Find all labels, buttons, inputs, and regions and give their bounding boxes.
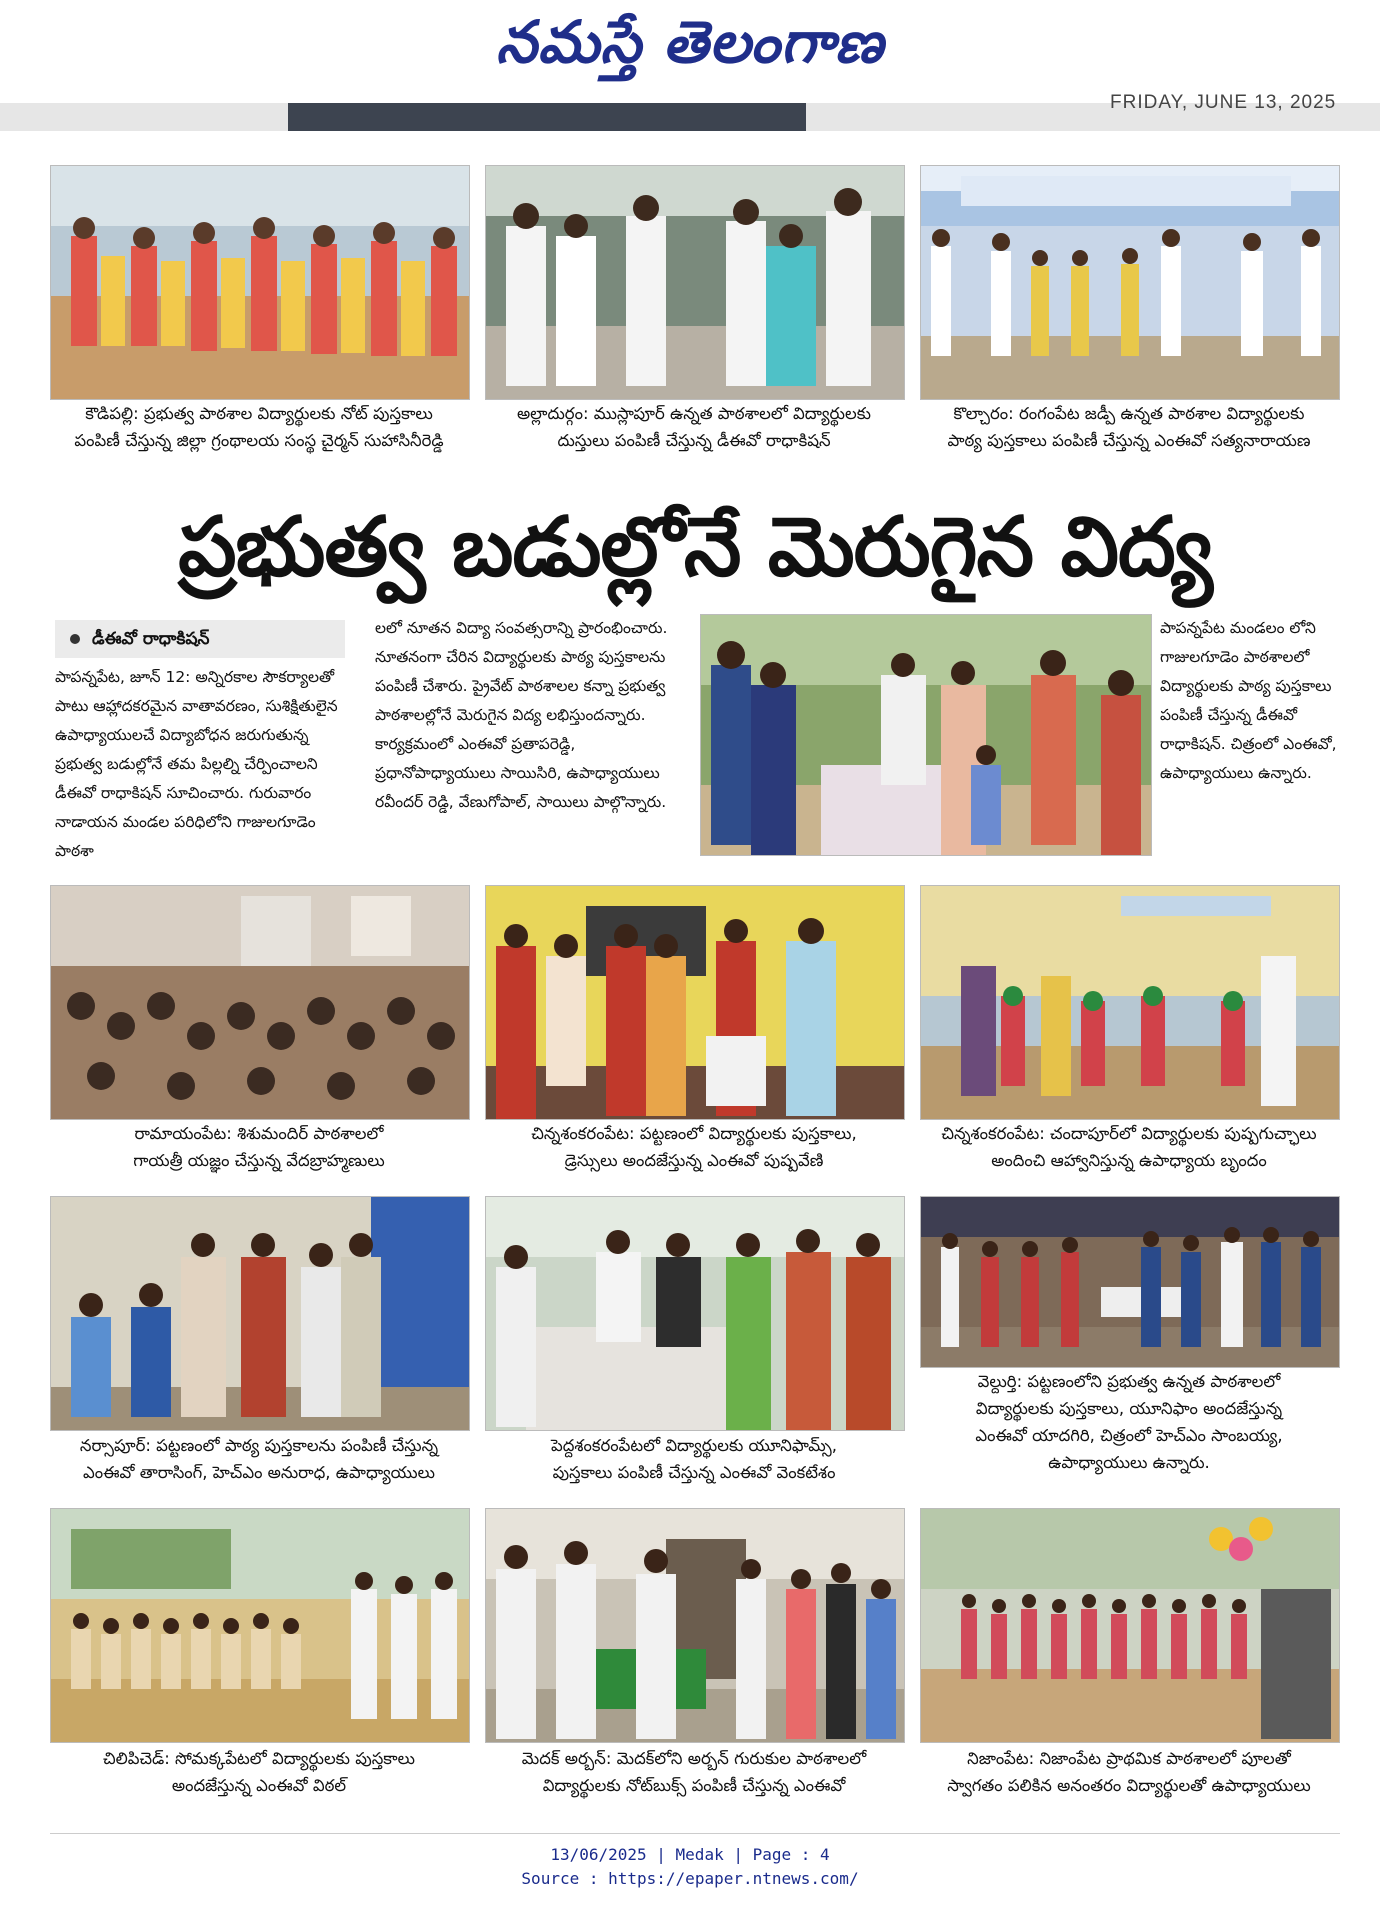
caption-line: చిన్నశంకరంపేట: చందాపూర్‌లో విద్యార్థులకు పుష్పగుచ్ఛాలు: [941, 1124, 1317, 1143]
caption-line: అందించి ఆహ్వానిస్తున్న ఉపాధ్యాయ బృందం: [991, 1151, 1267, 1170]
byline: డీఈవో రాధాకిషన్: [92, 629, 210, 649]
caption-papannapet: పాపన్నపేట మండలం లోని గాజులగూడెం పాఠశాలలో విద్యార్థులకు పాఠ్య పుస్తకాలు పంపిణీ చేస్తున్న డీఈవో రాధాకిషన్. చిత్రంలో ఎంఈవో, ఉపాధ్యాయులు ఉన్నారు.: [1160, 619, 1337, 782]
caption-chinnashankarampet-1: [485, 1120, 903, 1174]
caption-line: పాఠ్య పుస్తకాలు పంపిణీ చేస్తున్న ఎంఈవో సత్యనారాయణ: [947, 431, 1311, 450]
caption-line: అందజేస్తున్న ఎంఈవో విఠల్: [171, 1776, 347, 1795]
caption-line: పంపిణీ చేస్తున్న జిల్లా గ్రంథాలయ సంస్థ చైర్మన్ సుహాసినీరెడ్డి: [74, 431, 444, 450]
caption-line: రామాయంపేట: శిశుమందిర్ పాఠశాలలో: [134, 1124, 384, 1143]
story-column-2: లలో నూతన విద్యా సంవత్సరాన్ని ప్రారంభించారు. నూతనంగా చేరిన విద్యార్థులకు పాఠ్య పుస్తకాలను పంపిణీ చేశారు. ప్రైవేట్ పాఠశాలల కన్నా ప్రభుత్వ పాఠశాలల్లోనే మెరుగైన విద్య లభిస్తుందన్నారు. కార్యక్రమంలో ఎంఈవో ప్రతాపరెడ్డి, ప్రధానోపాధ్యాయులు సాయిసిరి, ఉపాధ్యాయులు రవీందర్ రెడ్డి, వేణుగోపాల్, సాయిలు పాల్గొన్నారు.: [375, 619, 668, 811]
photo-papannapet: [700, 614, 1152, 856]
story-column-1: పాపన్నపేట, జూన్ 12: అన్నిరకాల సౌకర్యాలతో పాటు ఆహ్లాదకరమైన వాతావరణం, సుశిక్షితులైన ఉపాధ్యాయులచే విద్యాబోధన జరుగుతున్న ప్రభుత్వ బడుల్లోనే తమ పిల్లల్ని చేర్పించాలని డీఈవో రాధాకిషన్ సూచించారు. గురువారం నాడాయన మండల పరిధిలోని గాజులగూడెం పాఠశా: [55, 668, 338, 860]
masthead: [0, 0, 1380, 100]
caption-chilipiched: [50, 1745, 468, 1799]
bullet-icon: [70, 634, 80, 644]
caption-line: స్వాగతం పలికిన అనంతరం విద్యార్థులతో ఉపాధ్యాయులు: [947, 1776, 1311, 1795]
caption-line: మెదక్ అర్బన్: మెదక్‌లోని అర్బన్ గురుకుల పాఠశాలలో: [521, 1749, 867, 1768]
caption-line: ఎంఈవో యాదగిరి, చిత్రంలో హెచ్ఎం సాంబయ్య,: [975, 1426, 1283, 1445]
bottom-rule: [50, 1833, 1340, 1834]
caption-line: డ్రెస్సులు అందజేస్తున్న ఎంఈవో పుష్పవేణి: [564, 1151, 824, 1170]
caption-line: విద్యార్థులకు నోట్‌బుక్స్ పంపిణీ చేస్తున్న ఎంఈవో: [542, 1776, 846, 1795]
caption-line: పుస్తకాలు పంపిణీ చేస్తున్న ఎంఈవో వెంకటేశం: [552, 1463, 836, 1482]
header-dark-bar: [288, 103, 806, 131]
caption-line: ఉపాధ్యాయులు ఉన్నారు.: [1048, 1453, 1210, 1472]
caption-line: దుస్తులు పంపిణీ చేస్తున్న డీఈవో రాధాకిషన్: [557, 431, 831, 450]
caption-line: చిన్నశంకరంపేట: పట్టణంలో విద్యార్థులకు పుస్తకాలు,: [531, 1124, 857, 1143]
caption-nizampet: [920, 1745, 1338, 1799]
caption-medak-urban: [485, 1745, 903, 1799]
caption-veldurthi: [920, 1368, 1338, 1476]
caption-line: విద్యార్థులకు పుస్తకాలు, యూనిఫాం అందజేస్తున్న: [975, 1399, 1283, 1418]
caption-allaadurgam: [485, 400, 903, 454]
caption-line: కౌడిపల్లి: ప్రభుత్వ పాఠశాల విద్యార్థులకు నోట్ పుస్తకాలు: [85, 404, 433, 423]
caption-line: కొల్చారం: రంగంపేట జడ్పీ ఉన్నత పాఠశాల విద్యార్థులకు: [953, 404, 1305, 423]
caption-line: నిజాంపేట: నిజాంపేట ప్రాథమిక పాఠశాలలో పూలతో: [967, 1749, 1291, 1768]
photo-narsapur: [50, 1196, 470, 1431]
caption-line: చిలిపిచెడ్: సోమక్కపేటలో విద్యార్థులకు పుస్తకాలు: [102, 1749, 415, 1768]
caption-narsapur: [50, 1432, 468, 1486]
caption-kolcharam: [920, 400, 1338, 454]
caption-peddashankarampet: [485, 1432, 903, 1486]
footer-source-link[interactable]: Source : https://epaper.ntnews.com/: [521, 1869, 859, 1888]
photo-chilipiched: [50, 1508, 470, 1743]
newspaper-title: నమస్తే తెలంగాణ: [496, 8, 884, 76]
caption-chinnashankarampet-2: [920, 1120, 1338, 1174]
caption-koudipalli: [50, 400, 468, 454]
edition-date: FRIDAY, JUNE 13, 2025: [1110, 92, 1337, 113]
caption-line: నర్సాపూర్: పట్టణంలో పాఠ్య పుస్తకాలను పంపిణీ చేస్తున్న: [79, 1436, 439, 1455]
caption-line: ఎంఈవో తారాసింగ్, హెచ్ఎం అనురాధ, ఉపాధ్యాయులు: [83, 1463, 435, 1482]
photo-peddashankarampet: [485, 1196, 905, 1431]
photo-medak-urban: [485, 1508, 905, 1743]
photo-veldurthi: [920, 1196, 1340, 1368]
photo-ramayampet: [50, 885, 470, 1120]
caption-line: అల్లాదుర్గం: ముస్లాపూర్ ఉన్నత పాఠశాలలో విద్యార్థులకు: [516, 404, 872, 423]
photo-koudipalli: [50, 165, 470, 400]
photo-kolcharam: [920, 165, 1340, 400]
caption-line: గాయత్రీ యజ్ఞం చేస్తున్న వేదబ్రాహ్మణులు: [133, 1151, 385, 1170]
photo-chinnashankarampet-1: [485, 885, 905, 1120]
caption-line: వెల్దుర్తి: పట్టణంలోని ప్రభుత్వ ఉన్నత పాఠశాలలో: [977, 1372, 1281, 1391]
photo-chinnashankarampet-2: [920, 885, 1340, 1120]
footer-edition-info: 13/06/2025 | Medak | Page : 4: [550, 1845, 830, 1864]
photo-nizampet: [920, 1508, 1340, 1743]
main-headline: ప్రభుత్వ బడుల్లోనే మెరుగైన విద్య: [178, 500, 1212, 595]
caption-line: పెద్దశంకరంపేటలో విద్యార్థులకు యూనిఫామ్స్,: [551, 1436, 837, 1455]
photo-allaadurgam: [485, 165, 905, 400]
caption-ramayampet: [50, 1120, 468, 1174]
